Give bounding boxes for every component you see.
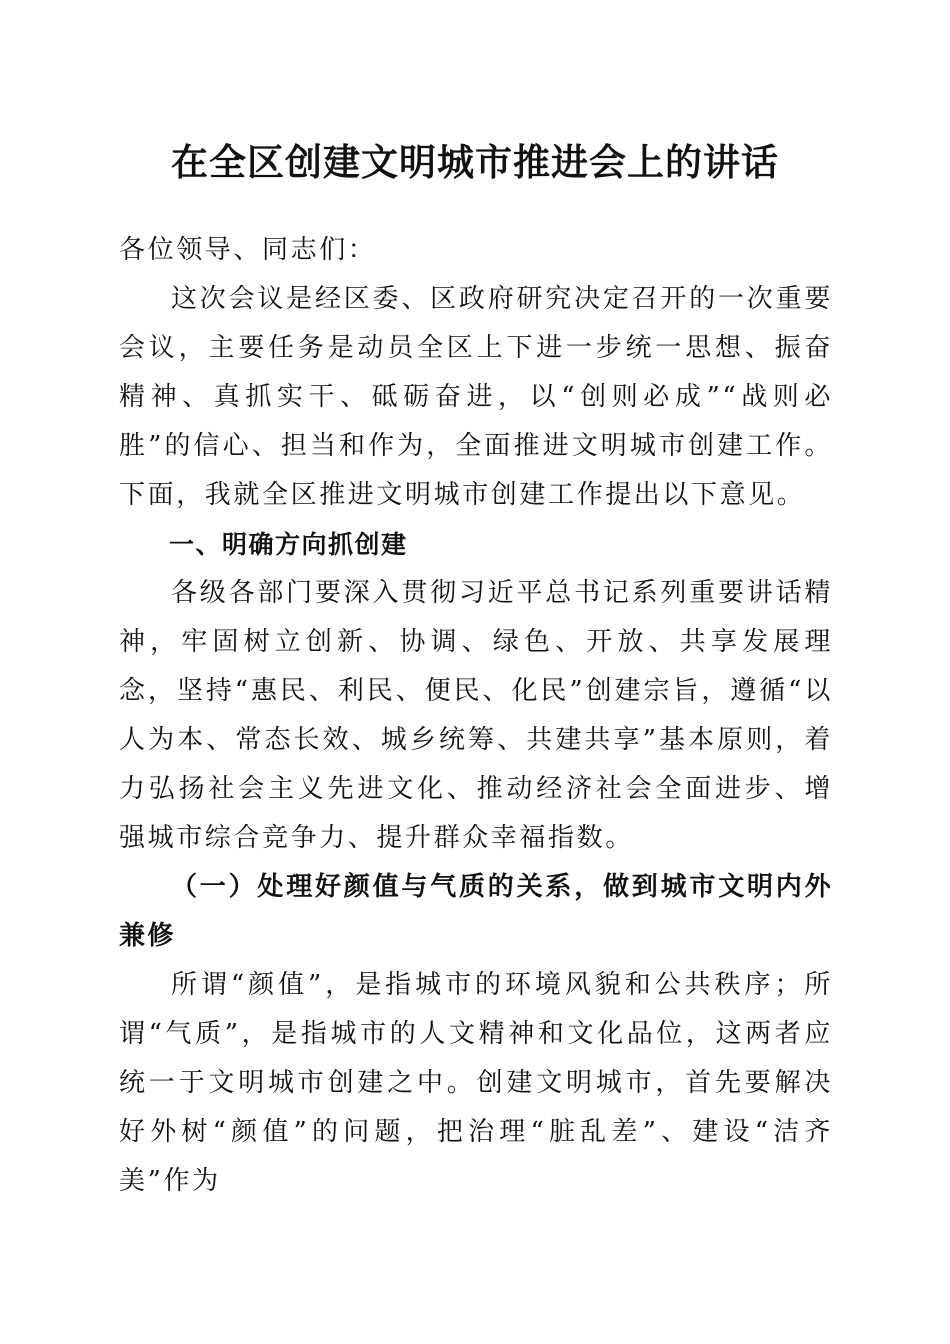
section-heading-1: 一、明确方向抓创建 [169,530,408,559]
subsection-heading-1: （一）处理好颜值与气质的关系，做到城市文明内外兼修 [119,872,833,951]
paragraph-intro: 这次会议是经区委、区政府研究决定召开的一次重要会议，主要任务是动员全区上下进一步统一思想、振奋精神、真抓实干、砥砺奋进，以“创则必成”“战则必胜”的信心、担当和作为，全面推进文明城市创建工作。下面，我就全区推进文明城市创建工作提出以下意见。 [119,284,833,510]
page-title: 在全区创建文明城市推进会上的讲话 [171,140,779,184]
document-body [119,226,833,1206]
paragraph-direction: 各级各部门要深入贯彻习近平总书记系列重要讲话精神，牢固树立创新、协调、绿色、开放、共享发展理念，坚持“惠民、利民、便民、化民”创建宗旨，遵循“以人为本、常态长效、城乡统筹、共建共享”基本原则，着力弘扬社会主义先进文化、推动经济社会全面进步、增强城市综合竞争力、提升群众幸福指数。 [119,578,833,853]
salutation: 各位领导、同志们： [119,235,377,265]
paragraph-appearance-quality: 所谓“颜值”，是指城市的环境风貌和公共秩序；所谓“气质”，是指城市的人文精神和文化品位，这两者应统一于文明城市创建之中。创建文明城市，首先要解决好外树“颜值”的问题，把治理“脏乱差”、建设“洁齐美”作为 [119,970,833,1196]
